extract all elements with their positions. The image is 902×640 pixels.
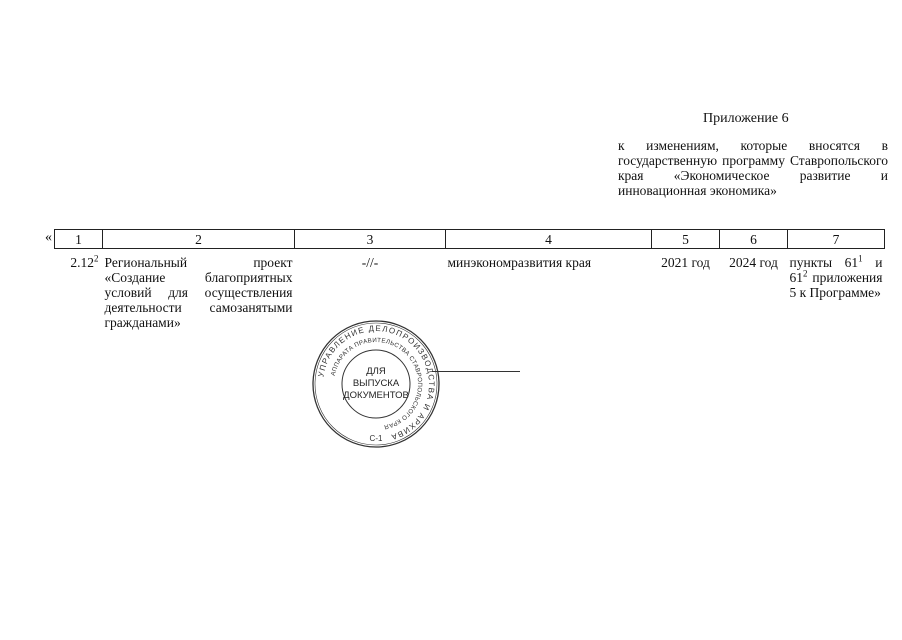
header-col-5: 5 (652, 230, 720, 249)
stamp-inner-text: АППАРАТА ПРАВИТЕЛЬСТВА СТАВРОПОЛЬСКОГО КРАЯ (329, 336, 424, 431)
stamp-center-line-1: ДЛЯ (366, 366, 386, 377)
row-number: 2.12$^2$ (70, 253, 99, 270)
row-coexecutor: минэкономразвития края (447, 255, 592, 270)
signature-line (432, 371, 520, 372)
stamp-center-line-3: ДОКУМЕНТОВ (343, 390, 409, 401)
row-name: Региональный проект «Создание благоприятных условий для осуществления деятельности самозанятыми гражданами» (104, 255, 293, 330)
table-header-row (55, 230, 885, 249)
stamp-outer-text: УПРАВЛЕНИЕ ДЕЛОПРОИЗВОДСТВА И АРХИВА (316, 323, 437, 442)
header-col-3: 3 (295, 230, 446, 249)
stamp-center-text (339, 366, 413, 402)
header-col-4: 4 (446, 230, 652, 249)
annex-subtitle: к изменениям, которые вносятся в государственную программу Ставропольского края «Экономическое развитие и инновационная экономика» (618, 138, 888, 198)
row-end-year: 2024 год (729, 255, 778, 270)
row-executor: -//- (361, 255, 379, 270)
header-col-1: 1 (55, 230, 103, 249)
row-note: пункты $61^1$ и $61^2$ приложения 5 к Программе» (789, 253, 883, 300)
stamp-center-line-2: ВЫПУСКА (352, 378, 400, 389)
header-col-7: 7 (788, 230, 885, 249)
table-row (55, 249, 885, 331)
header-col-2: 2 (103, 230, 295, 249)
stamp-code: С-1 (369, 434, 383, 443)
header-col-6: 6 (720, 230, 788, 249)
program-table (54, 229, 885, 330)
table-open-quote: « (45, 230, 52, 245)
row-start-year: 2021 год (661, 255, 710, 270)
annex-title: Приложение 6 (703, 111, 789, 126)
